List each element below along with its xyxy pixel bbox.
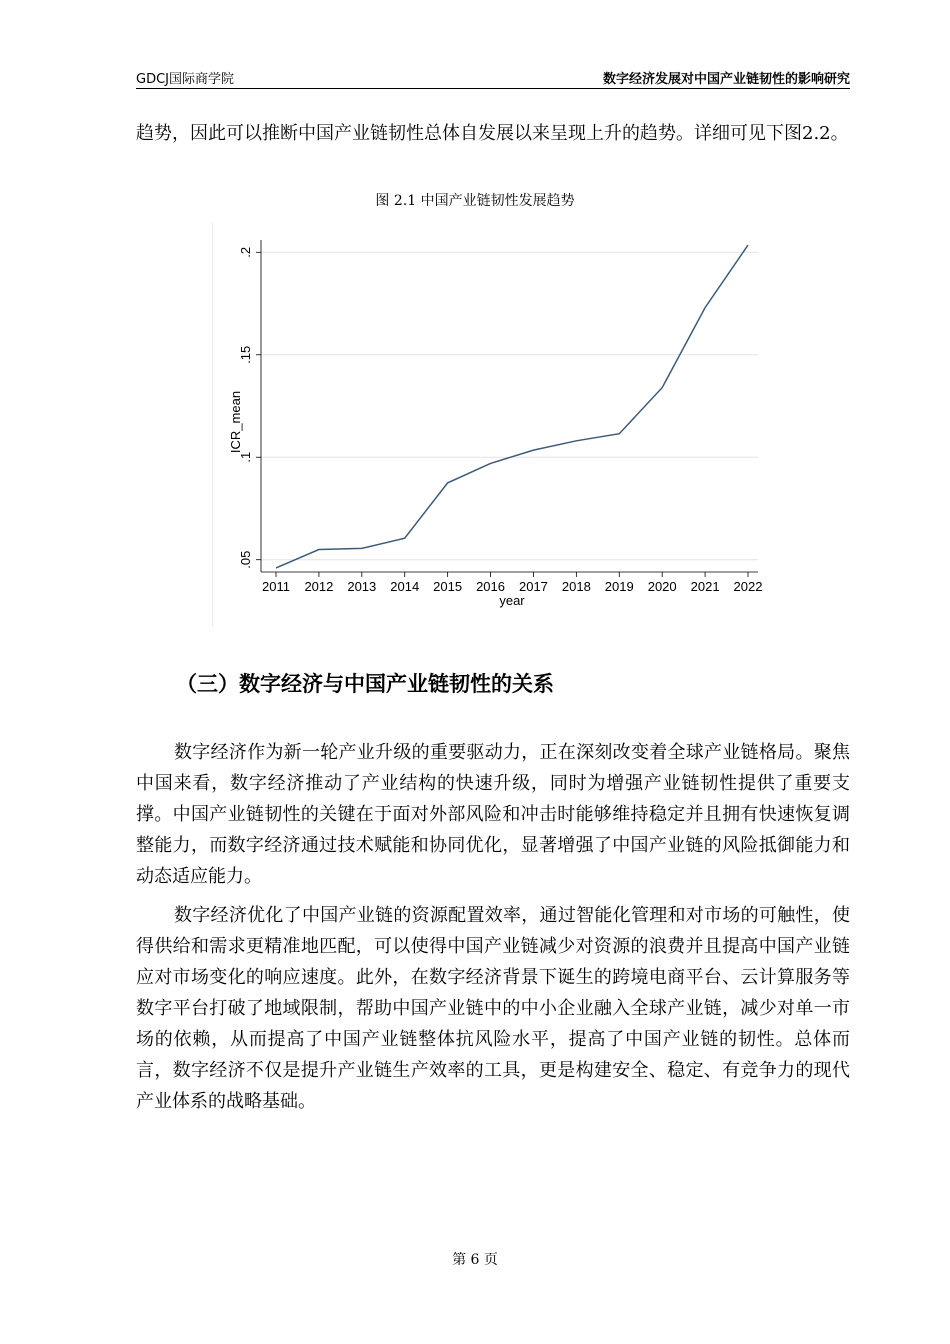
x-tick-label: 2014 [390,579,420,594]
figure-caption: 图 2.1 中国产业链韧性发展趋势 [375,193,575,209]
x-tick-label: 2019 [604,579,634,594]
paragraph-2: 数字经济优化了中国产业链的资源配置效率，通过智能化管理和对市场的可触性，使得供给和需求更精准地匹配，可以使得中国产业链减少对资源的浪费并且提高中国产业链应对市场变化的响应速度。此外，在数字经济背景下诞生的跨境电商平台、云计算服务等数字平台打破了地域限制，帮助中国产业链中的中小企业融入全球产业链，减少对单一市场的依赖，从而提高了中国产业链整体抗风险水平，提高了中国产业链的韧性。总体而言，数字经济不仅是提升产业链生产效率的工具，更是构建安全、稳定、有竞争力的现代产业体系的战略基础。 [136,905,850,1112]
header-paper-title: 数字经济发展对中国产业链韧性的影响研究 [602,72,850,87]
x-tick-label: 2020 [647,579,677,594]
x-axis-label: year [499,593,525,608]
paragraph-1: 数字经济作为新一轮产业升级的重要驱动力，正在深刻改变着全球产业链格局。聚焦中国来看，数字经济推动了产业结构的快速升级，同时为增强产业链韧性提供了重要支撑。中国产业链韧性的关键在于面对外部风险和冲击时能够维持稳定并且拥有快速恢复调整能力，而数字经济通过技术赋能和协同优化，显著增强了中国产业链的风险抵御能力和动态适应能力。 [136,742,850,887]
x-tick-label: 2015 [433,579,463,594]
y-tick-label: .15 [238,345,253,364]
x-tick-label: 2022 [733,579,763,594]
x-tick-label: 2021 [690,579,720,594]
y-axis-label: ICR_mean [228,390,243,454]
x-tick-label: 2013 [347,579,377,594]
x-tick-label: 2016 [476,579,506,594]
page-header [136,66,850,89]
x-tick-label: 2018 [561,579,591,594]
y-tick-label: .05 [238,550,253,569]
page-number: 第 6 页 [452,1252,498,1268]
intro-paragraph: 趋势，因此可以推断中国产业链韧性总体自发展以来呈现上升的趋势。详细可见下图2.2。 [136,123,849,144]
x-tick-label: 2017 [518,579,548,594]
x-tick-label: 2012 [304,579,334,594]
x-tick-label: 2011 [262,579,290,594]
section-title: （三）数字经济与中国产业链韧性的关系 [176,672,554,696]
icr-line-chart [212,222,772,627]
header-institution: GDCJ国际商学院 [136,72,234,87]
y-tick-label: .2 [238,246,253,258]
chart-background [212,222,772,627]
y-tick-label: .1 [238,451,253,463]
